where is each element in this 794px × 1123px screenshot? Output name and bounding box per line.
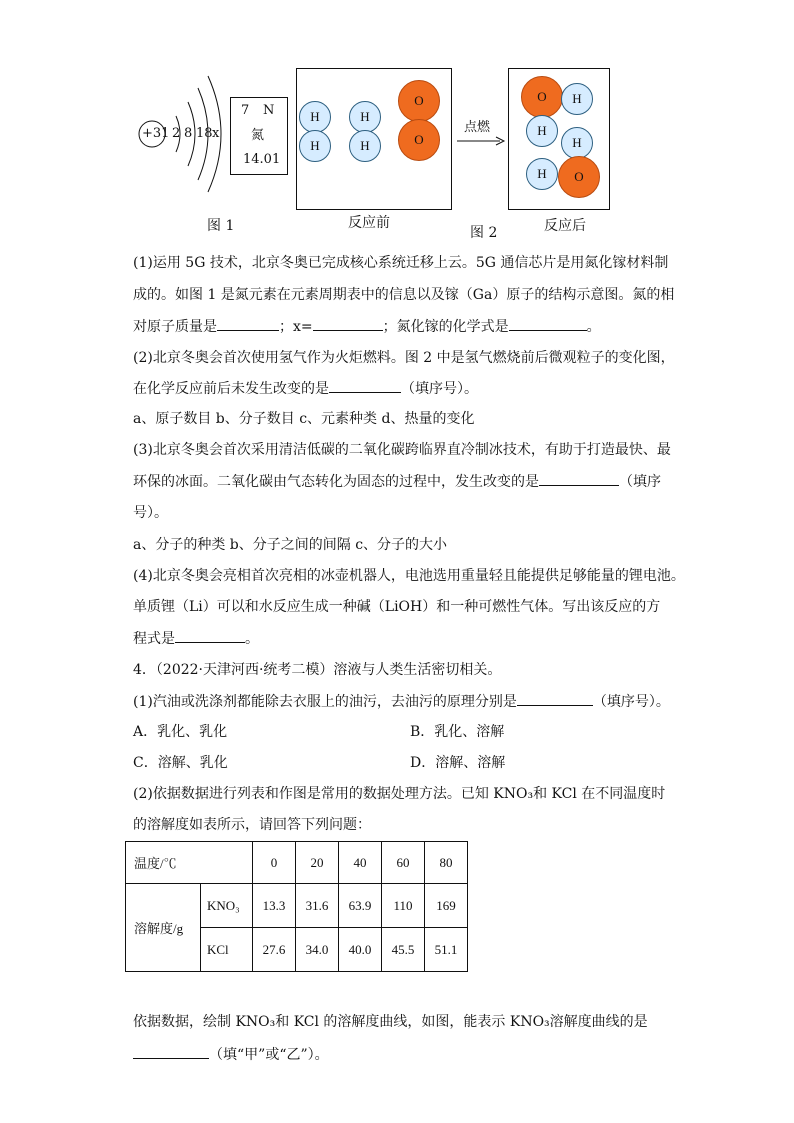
answer-blank[interactable] <box>509 316 587 331</box>
answer-blank[interactable] <box>217 316 279 331</box>
p4-sub-1 <box>133 691 670 712</box>
after-label: 反应后 <box>544 218 586 234</box>
h-atom: H <box>299 101 331 133</box>
p4-after-table-line-2 <box>133 1044 329 1065</box>
figure-2-caption: 图 2 <box>470 225 498 241</box>
solubility-label: 溶解度/g <box>126 884 201 972</box>
table-cell: 31.6 <box>296 884 339 928</box>
problem-4-header: 4．（2022·天津河西·统考二模）溶液与人类生活密切相关。 <box>133 662 502 678</box>
answer-blank[interactable] <box>175 628 245 643</box>
q2-text: （填序号）。 <box>401 381 478 397</box>
p4-after-table-line-1: 依据数据，绘制 KNO₃和 KCl 的溶解度曲线，如图，能表示 KNO₃溶解度曲线的是 <box>133 1014 648 1030</box>
table-cell: 0 <box>253 842 296 884</box>
table-cell: 80 <box>425 842 468 884</box>
q1-text: 对原子质量是 <box>133 319 217 335</box>
q4-line-2: 单质锂（Li）可以和水反应生成一种碱（LiOH）和一种可燃性气体。写出该反应的方 <box>133 599 661 615</box>
q3-text: （填序 <box>619 474 661 490</box>
h-atom: H <box>349 130 381 162</box>
p4-text: （填序号）。 <box>592 694 670 710</box>
answer-blank[interactable] <box>329 378 401 393</box>
h-atom: H <box>526 158 558 190</box>
shell-3: 18 <box>196 126 213 141</box>
table-cell: 40 <box>339 842 382 884</box>
table-cell: 60 <box>382 842 425 884</box>
table-cell: 34.0 <box>296 928 339 972</box>
q4-text: 程式是 <box>133 631 175 647</box>
o-atom: O <box>558 156 600 198</box>
element-name: 氮 <box>251 128 265 143</box>
answer-blank[interactable] <box>313 316 383 331</box>
kcl-label: KCl <box>201 928 253 972</box>
nucleus-charge: +31 <box>142 126 170 141</box>
q1-line-2: 成的。如图 1 是氮元素在元素周期表中的信息以及镓（Ga）原子的结构示意图。氮的相 <box>133 287 675 303</box>
q1-text: ；氮化镓的化学式是 <box>382 319 509 335</box>
shell-4: x <box>212 126 220 141</box>
q1-line-1: (1)运用 5G 技术，北京冬奥已完成核心系统迁移上云。5G 通信芯片是用氮化镓材料制 <box>133 255 669 271</box>
p4-sub-2-line-2: 的溶解度如表所示，请回答下列问题： <box>133 817 371 833</box>
temp-label: 温度/℃ <box>126 842 253 884</box>
reaction-arrow-icon <box>456 136 506 146</box>
answer-blank[interactable] <box>539 471 619 486</box>
q3-line-2 <box>133 471 661 492</box>
q3-line-1: (3)北京冬奥会首次采用清洁低碳的二氧化碳跨临界直冷制冰技术，有助于打造最快、最 <box>133 442 671 458</box>
h-atom: H <box>526 115 558 147</box>
p4-text: (1)汽油或洗涤剂都能除去衣服上的油污，去油污的原理分别是 <box>133 694 517 710</box>
kno3-label: KNO₃ <box>201 884 253 928</box>
h-atom: H <box>299 130 331 162</box>
before-label: 反应前 <box>348 215 390 231</box>
o-atom: O <box>398 119 440 161</box>
element-card <box>230 97 288 175</box>
arrow-label: 点燃 <box>464 120 491 135</box>
q4-line-1: (4)北京冬奥会亮相首次亮相的冰壶机器人，电池选用重量轻且能提供足够能量的锂电池。 <box>133 568 685 584</box>
h-atom: H <box>349 101 381 133</box>
shell-2: 8 <box>184 126 193 141</box>
element-symbol: N <box>263 103 275 118</box>
solubility-table <box>125 841 468 972</box>
table-cell: 13.3 <box>253 884 296 928</box>
option-d[interactable]: D．溶解、溶解 <box>410 755 506 771</box>
table-cell: 51.1 <box>425 928 468 972</box>
table-cell: 110 <box>382 884 425 928</box>
option-c[interactable]: C．溶解、乳化 <box>133 755 228 771</box>
shell-1: 2 <box>172 126 181 141</box>
option-b[interactable]: B．乳化、溶解 <box>410 724 505 740</box>
q2-line-1: (2)北京冬奥会首次使用氢气作为火炬燃料。图 2 中是氢气燃烧前后微观粒子的变化图， <box>133 350 675 366</box>
q1-text: ；x= <box>279 319 313 335</box>
q3-options: a、分子的种类 b、分子之间的间隔 c、分子的大小 <box>133 537 448 553</box>
table-cell: 45.5 <box>382 928 425 972</box>
p4-sub-2-line-1: (2)依据数据进行列表和作图是常用的数据处理方法。已知 KNO₃和 KCl 在不同温度时 <box>133 786 666 802</box>
q2-options: a、原子数目 b、分子数目 c、元素种类 d、热量的变化 <box>133 411 475 427</box>
table-row <box>126 884 468 928</box>
table-cell: 40.0 <box>339 928 382 972</box>
atomic-number: 7 <box>241 103 250 118</box>
atomic-mass: 14.01 <box>243 152 281 167</box>
q2-line-2 <box>133 378 478 399</box>
q4-line-3 <box>133 628 259 649</box>
table-cell: 63.9 <box>339 884 382 928</box>
option-a[interactable]: A．乳化、乳化 <box>133 724 228 740</box>
q3-text: 环保的冰面。二氧化碳由气态转化为固态的过程中，发生改变的是 <box>133 474 539 490</box>
figure-1-caption: 图 1 <box>207 218 235 234</box>
q1-text: 。 <box>586 319 601 335</box>
table-row <box>126 842 468 884</box>
answer-blank[interactable] <box>133 1044 209 1059</box>
o-atom: O <box>521 76 563 118</box>
q1-line-3 <box>133 316 601 337</box>
o-atom: O <box>398 80 440 122</box>
q2-text: 在化学反应前后未发生改变的是 <box>133 381 329 397</box>
answer-blank[interactable] <box>517 691 593 706</box>
table-cell: 27.6 <box>253 928 296 972</box>
h-atom: H <box>561 127 593 159</box>
table-cell: 20 <box>296 842 339 884</box>
h-atom: H <box>561 83 593 115</box>
q4-text: 。 <box>245 631 259 647</box>
table-cell: 169 <box>425 884 468 928</box>
q3-line-3: 号）。 <box>133 505 168 521</box>
p4-text: （填“甲”或“乙”）。 <box>209 1047 329 1063</box>
